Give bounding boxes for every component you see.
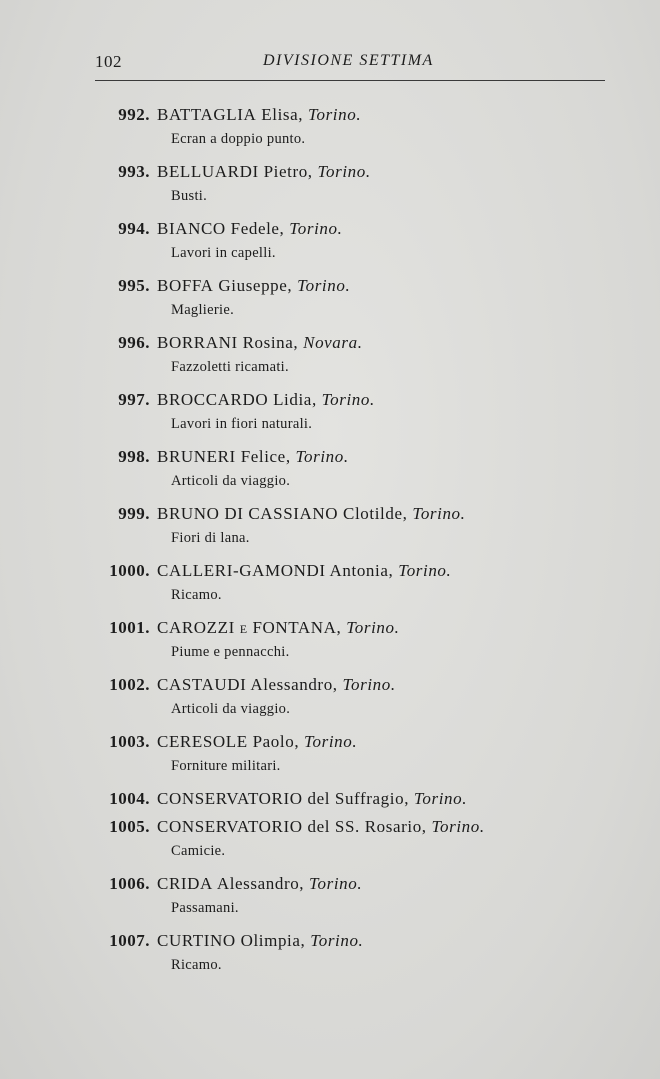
- exhibitor-city: Torino.: [412, 504, 466, 523]
- exhibitor-city: Torino.: [342, 675, 396, 694]
- running-head: DIVISIONE SETTIMA: [263, 52, 434, 69]
- exhibitor-given-name: Clotilde,: [343, 504, 408, 523]
- exhibitor-surname: CERESOLE: [157, 732, 248, 751]
- entry-description: Articoli da viaggio.: [171, 473, 291, 489]
- exhibitor-city: Torino.: [413, 789, 468, 808]
- list-item: [95, 869, 635, 926]
- list-item: [95, 100, 635, 157]
- entry-number: 992.: [118, 105, 150, 124]
- entry-number: 1000.: [109, 561, 150, 580]
- exhibitor-city: Novara.: [303, 333, 363, 352]
- exhibitor-given-name: Elisa,: [261, 105, 304, 124]
- entry-number: 1007.: [109, 931, 150, 950]
- list-item: [95, 926, 635, 983]
- exhibitor-name: [157, 219, 342, 239]
- exhibitor-name: [157, 789, 467, 809]
- header-rule: [95, 80, 605, 81]
- exhibitor-name: [157, 561, 451, 581]
- entry-number: 1002.: [109, 675, 150, 694]
- exhibitor-name: [157, 504, 466, 524]
- entry-number: 998.: [118, 447, 150, 466]
- entry-description: Camicie.: [171, 843, 226, 859]
- entry-number: 996.: [118, 333, 150, 352]
- exhibitor-surname: BRUNERI: [157, 447, 236, 466]
- entry-number: 994.: [118, 219, 150, 238]
- list-item: [95, 727, 635, 784]
- exhibitor-given-name: Giuseppe,: [218, 276, 293, 295]
- exhibitor-name: [157, 333, 363, 353]
- exhibitor-name: [157, 874, 362, 894]
- exhibitor-given-name: Rosina,: [242, 333, 299, 352]
- exhibitor-surname: CALLERI-GAMONDI: [157, 561, 326, 580]
- entry-description: Fiori di lana.: [171, 530, 250, 546]
- entry-description: Maglierie.: [171, 302, 234, 318]
- exhibitor-city: Torino.: [317, 162, 371, 181]
- entry-number: 1001.: [109, 618, 150, 637]
- exhibitor-given-name: Alessandro,: [216, 874, 305, 893]
- exhibitor-surname: BIANCO: [157, 219, 226, 238]
- entry-number: 993.: [118, 162, 150, 181]
- exhibitor-given-name: Alessandro,: [250, 675, 338, 694]
- exhibitor-given-name: Lidia,: [273, 390, 317, 409]
- entry-description: Lavori in fiori naturali.: [171, 416, 313, 432]
- exhibitor-name: [157, 817, 485, 837]
- exhibitor-given-name: Felice,: [240, 447, 291, 466]
- exhibitor-name: [157, 162, 371, 182]
- list-item: [95, 670, 635, 727]
- exhibitor-city: Torino.: [309, 874, 363, 893]
- exhibitor-given-name: Paolo,: [252, 732, 300, 751]
- exhibitor-surname: BOFFA: [157, 276, 214, 295]
- entry-number: 1006.: [109, 874, 150, 893]
- exhibitor-surname: BELLUARDI: [157, 162, 259, 181]
- exhibitor-name: [157, 675, 396, 695]
- entry-description: Ricamo.: [171, 587, 222, 603]
- list-item: [95, 556, 635, 613]
- exhibitor-surname: BROCCARDO: [157, 390, 269, 409]
- entry-number: 999.: [118, 504, 150, 523]
- exhibitor-surname: CONSERVATORIO: [157, 817, 303, 836]
- list-item: [95, 442, 635, 499]
- exhibitor-city: Torino.: [304, 732, 358, 751]
- page-header: [95, 52, 605, 82]
- entry-number: 1004.: [109, 789, 150, 808]
- exhibitor-surname: CURTINO: [157, 931, 236, 950]
- page-number: 102: [95, 52, 122, 71]
- list-item: [95, 499, 635, 556]
- list-item: [95, 613, 635, 670]
- exhibitor-name: [157, 931, 363, 951]
- exhibitor-surname: BORRANI: [157, 333, 238, 352]
- entry-description: Forniture militari.: [171, 758, 281, 774]
- entry-description: Piume e pennacchi.: [171, 644, 290, 660]
- list-item: [95, 812, 635, 869]
- exhibitor-name: [157, 618, 399, 638]
- entry-description: Lavori in capelli.: [171, 245, 276, 261]
- exhibitor-name: [157, 390, 375, 410]
- exhibitor-city: Torino.: [431, 817, 485, 836]
- entry-description: Busti.: [171, 188, 208, 204]
- entry-description: Ecran a doppio punto.: [171, 131, 306, 147]
- exhibitor-given-name: del SS. Rosario,: [307, 817, 427, 836]
- exhibitor-name: [157, 447, 349, 467]
- entry-number: 995.: [118, 276, 150, 295]
- exhibitor-city: Torino.: [310, 931, 364, 950]
- exhibitor-name: [157, 105, 361, 125]
- exhibitor-name: [157, 732, 357, 752]
- exhibitor-surname: CAROZZI e FONTANA,: [157, 618, 342, 637]
- exhibitor-surname: CRIDA: [157, 874, 213, 893]
- entry-list: [95, 100, 635, 983]
- exhibitor-given-name: del Suffragio,: [307, 789, 410, 808]
- list-item: [95, 214, 635, 271]
- exhibitor-surname: CONSERVATORIO: [157, 789, 303, 808]
- list-item: [95, 157, 635, 214]
- exhibitor-city: Torino.: [398, 561, 452, 580]
- entry-number: 997.: [118, 390, 150, 409]
- exhibitor-city: Torino.: [297, 276, 351, 295]
- entry-number: 1005.: [109, 817, 150, 836]
- entry-description: Articoli da viaggio.: [171, 701, 291, 717]
- exhibitor-city: Torino.: [307, 105, 362, 124]
- list-item: [95, 385, 635, 442]
- entry-description: Fazzoletti ricamati.: [171, 359, 289, 375]
- exhibitor-city: Torino.: [321, 390, 375, 409]
- exhibitor-city: Torino.: [346, 618, 400, 637]
- exhibitor-given-name: Antonia,: [329, 561, 394, 580]
- list-item: [95, 784, 635, 812]
- exhibitor-city: Torino.: [295, 447, 349, 466]
- entry-description: Ricamo.: [171, 957, 222, 973]
- entry-description: Passamani.: [171, 900, 239, 916]
- exhibitor-given-name: Pietro,: [263, 162, 313, 181]
- list-item: [95, 271, 635, 328]
- exhibitor-surname: BATTAGLIA: [157, 105, 257, 124]
- exhibitor-given-name: Olimpia,: [240, 931, 306, 950]
- exhibitor-surname: CASTAUDI: [157, 675, 247, 694]
- exhibitor-name: [157, 276, 350, 296]
- exhibitor-surname: BRUNO DI CASSIANO: [157, 504, 339, 523]
- list-item: [95, 328, 635, 385]
- exhibitor-given-name: Fedele,: [230, 219, 285, 238]
- entry-number: 1003.: [109, 732, 150, 751]
- exhibitor-city: Torino.: [289, 219, 343, 238]
